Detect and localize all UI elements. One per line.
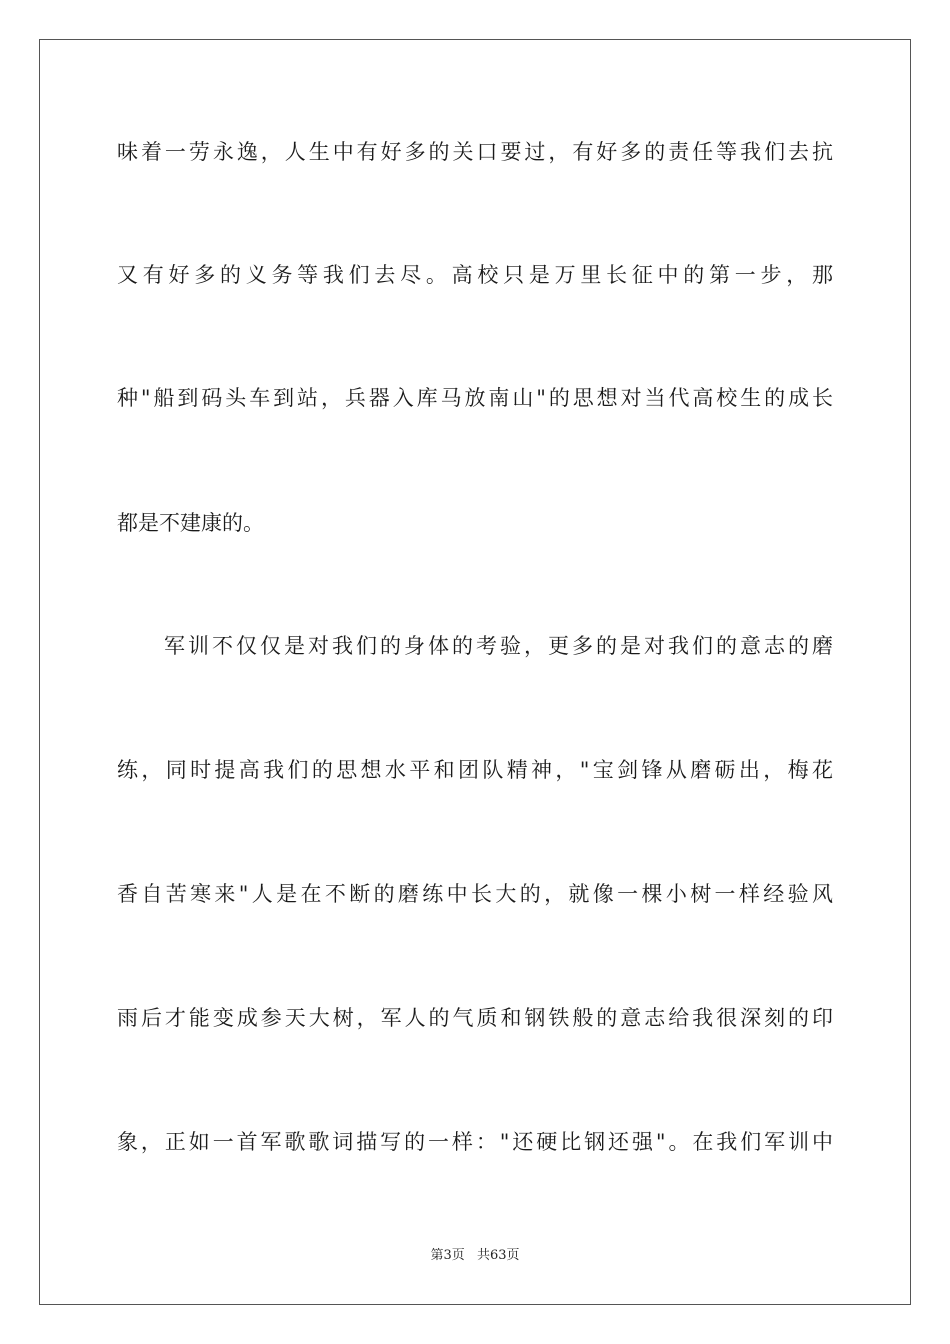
paragraph-line-2: 又有好多的义务等我们去尽。高校只是万里长征中的第一步，那	[117, 263, 833, 287]
page-total: 共63页	[476, 1248, 520, 1263]
paragraph-line-6: 练，同时提高我们的思想水平和团队精神，"宝剑锋从磨砺出，梅花	[117, 758, 833, 782]
paragraph-line-8: 雨后才能变成参天大树，军人的气质和钢铁般的意志给我很深刻的印	[117, 1006, 833, 1030]
paragraph-line-9: 象，正如一首军歌歌词描写的一样："还硬比钢还强"。在我们军训中	[117, 1130, 833, 1154]
paragraph-line-3: 种"船到码头车到站，兵器入库马放南山"的思想对当代高校生的成长	[117, 386, 833, 410]
paragraph-line-5: 军训不仅仅是对我们的身体的考验，更多的是对我们的意志的磨	[164, 634, 833, 658]
page-border	[39, 39, 911, 1305]
page-footer	[0, 1247, 950, 1265]
paragraph-line-1: 味着一劳永逸，人生中有好多的关口要过，有好多的责任等我们去抗	[117, 140, 833, 164]
page-number: 第3页	[430, 1248, 465, 1263]
paragraph-line-4: 都是不建康的。	[117, 511, 264, 535]
paragraph-line-7: 香自苦寒来"人是在不断的磨练中长大的，就像一棵小树一样经验风	[117, 882, 833, 906]
